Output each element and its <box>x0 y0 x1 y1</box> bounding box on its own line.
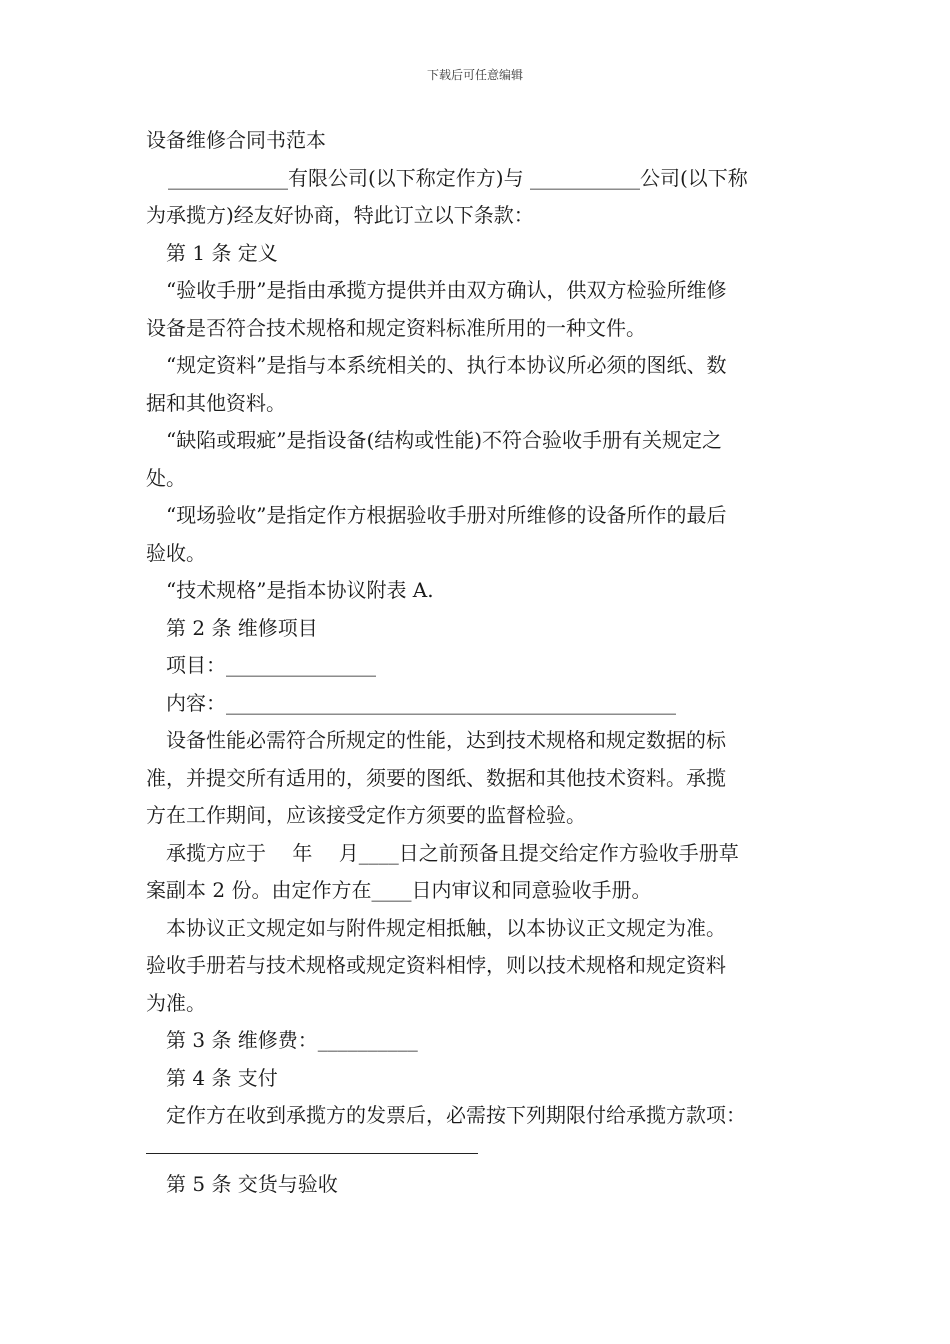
page-header: 下载后可任意编辑 <box>426 68 523 82</box>
paragraph-line: 内容：_____________________________________________ <box>166 690 676 715</box>
paragraph-line: 处。 <box>146 465 186 490</box>
paragraph-line: 准，并提交所有适用的，须要的图纸、数据和其他技术资料。承揽 <box>146 765 726 790</box>
paragraph-line: 据和其他资料。 <box>146 390 286 415</box>
paragraph-line: “技术规格”是指本协议附表 A. <box>166 578 434 602</box>
paragraph-line: “现场验收”是指定作方根据验收手册对所维修的设备所作的最后 <box>166 503 727 527</box>
paragraph-line: “验收手册”是指由承揽方提供并由双方确认，供双方检验所维修 <box>166 278 727 302</box>
article-heading: 第 2 条 维修项目 <box>166 615 318 640</box>
paragraph-line: “规定资料”是指与本系统相关的、执行本协议所必须的图纸、数 <box>166 353 727 377</box>
paragraph-line: 为准。 <box>146 990 206 1015</box>
article-heading: 第 5 条 交货与验收 <box>166 1171 338 1196</box>
paragraph-line: 为承揽方)经友好协商，特此订立以下条款： <box>146 203 534 227</box>
document-body <box>146 118 818 1203</box>
paragraph-line: 定作方在收到承揽方的发票后，必需按下列期限付给承揽方款项： <box>166 1103 746 1127</box>
paragraph-line: 验收手册若与技术规格或规定资料相悖，则以技术规格和规定资料 <box>146 953 726 977</box>
paragraph-line: 承揽方应于 年 月____日之前预备且提交给定作方验收手册草 <box>166 840 739 865</box>
paragraph-line: 验收。 <box>146 540 206 565</box>
paragraph-line: 案副本 2 份。由定作方在____日内审议和同意验收手册。 <box>146 878 652 902</box>
document-title: 设备维修合同书范本 <box>146 128 326 152</box>
paragraph-line: ____________有限公司(以下称定作方)与 ___________公司(以下称 <box>168 165 748 190</box>
article-heading: 第 3 条 维修费：__________ <box>166 1028 418 1052</box>
paragraph-line: 设备是否符合技术规格和规定资料标准所用的一种文件。 <box>146 315 646 340</box>
article-heading: 第 1 条 定义 <box>166 240 278 265</box>
article-heading: 第 4 条 支付 <box>166 1065 278 1090</box>
blank-underline <box>146 1135 478 1154</box>
paragraph-line: 设备性能必需符合所规定的性能，达到技术规格和规定数据的标 <box>166 728 726 752</box>
paragraph-line: 方在工作期间，应该接受定作方须要的监督检验。 <box>146 803 586 827</box>
paragraph-line: 本协议正文规定如与附件规定相抵触，以本协议正文规定为准。 <box>166 915 726 940</box>
paragraph-line: “缺陷或瑕疵”是指设备(结构或性能)不符合验收手册有关规定之 <box>166 428 723 452</box>
paragraph-line: 项目：_______________ <box>166 653 376 677</box>
